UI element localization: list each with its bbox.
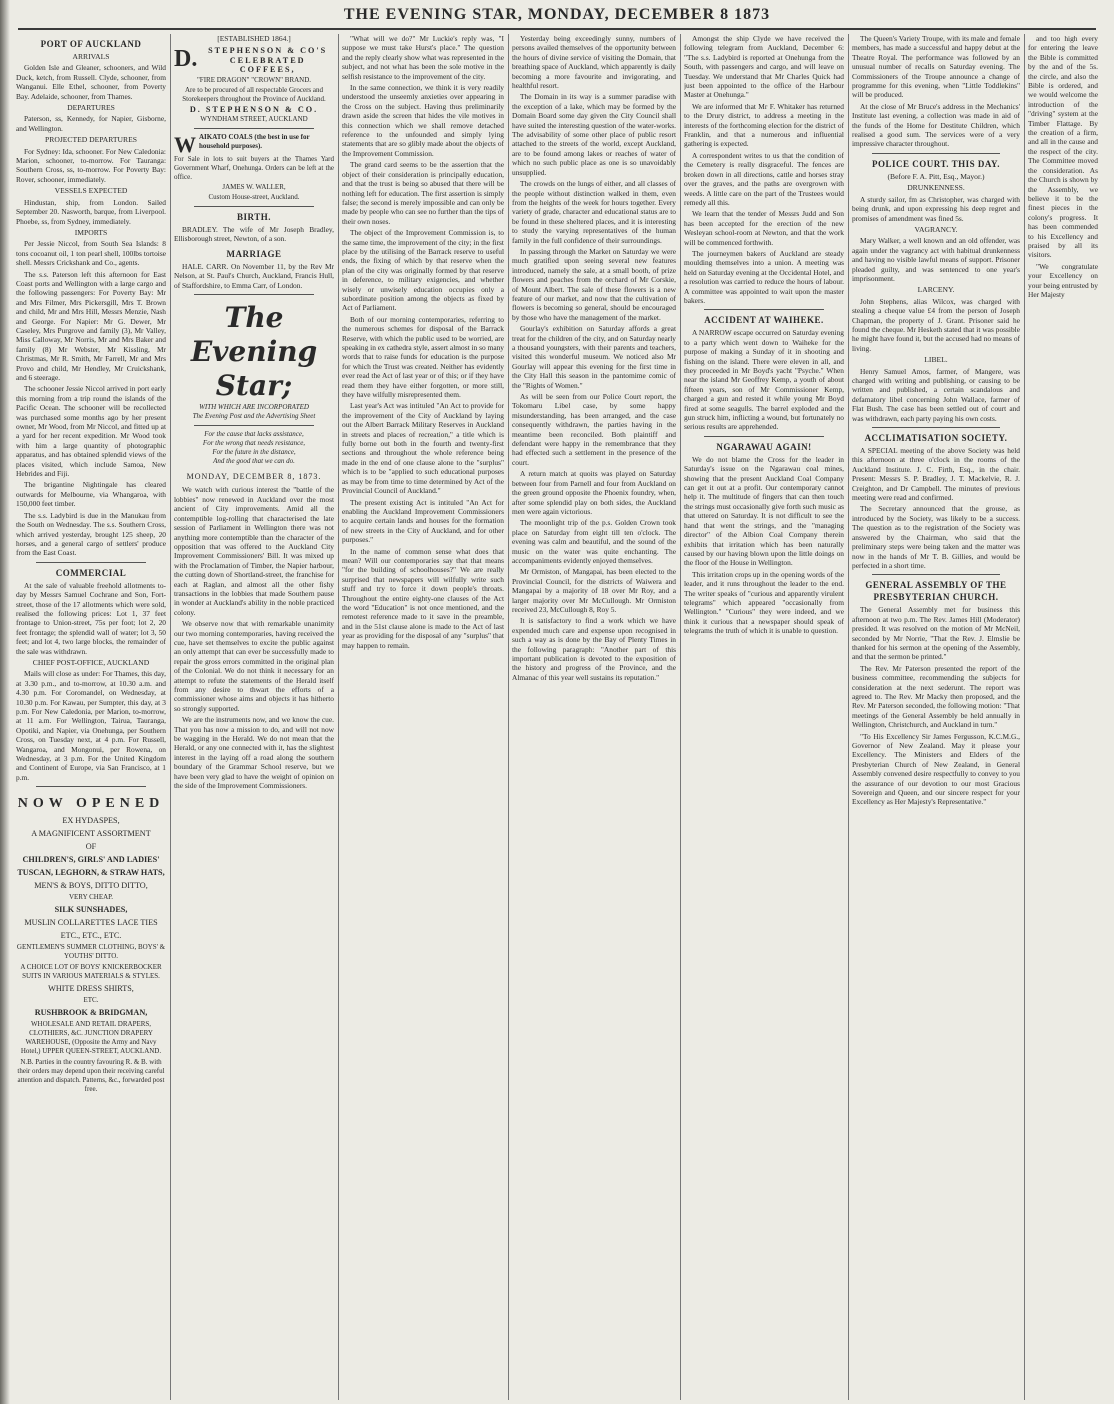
coal-heading: AIKATO COALS (the best in use for household purposes).	[199, 133, 310, 151]
section-rule	[872, 574, 1000, 575]
column-editorial-continued	[342, 34, 504, 1396]
coffee-address: WYNDHAM STREET, AUCKLAND	[200, 115, 308, 124]
accident-text: A NARROW escape occurred on Saturday evening to a party which went down to Waiheke for the purpose of making a Sunday of it in shooting and fishing on the island. There were eleven in all, and they proceeded in Mr Boyd's yacht "Psyche." When near the island Mr Geoffrey Kemp, a youth of about fifteen years, son of Mr Commissioner Kemp, charged a gun and rested it while young Mr Boyd fired at some seagulls. The barrel exploded and the gun struck him, inflicting a wound, but fortunately no serious results are apprehended.	[684, 328, 844, 432]
column-shipping	[16, 34, 166, 1396]
article-paragraph: The present existing Act is intituled "An Act for enabling the Auckland Improvement Commissioners to acquire certain lands and houses for the formation of new streets in the City of Auckland, and for other purposes."	[342, 497, 504, 545]
vagrancy-heading: VAGRANCY.	[914, 224, 958, 234]
court-text: A sturdy sailor, fm as Christopher, was charged with being drunk, and upon expressing his deep regret and promises of amendment was fined 5s.	[852, 194, 1020, 223]
news-paragraph: The crowds on the lungs of either, and all classes of the people without distinction walked in them, even from the heights of the week for hours together. Every variety of grade, character and educational status are to be found in these sheltered places, and it is interesting to study the varying representatives of the human family in the full confidence of their surroundings.	[512, 179, 676, 245]
section-rule	[194, 206, 314, 207]
marriage-notice: HALE. CARR. On November 11, by the Rev Mr Nelson, at St. Paul's Church, Auckland, Francis Hull, of Staffordshire, to Emma Carr, of London.	[174, 261, 334, 290]
news-paragraph: The moonlight trip of the p.s. Golden Crown took place on Saturday from eight till ten o'clock. The evening was calm and beautiful, and the sound of the music on the water was quite enchanting. The accompaniments evidently enjoyed themselves.	[512, 518, 676, 565]
ad-line: GENTLEMEN'S SUMMER CLOTHING, BOYS' & YOUTHS' DITTO.	[16, 943, 166, 961]
column-rule	[1024, 34, 1025, 1400]
column-rule	[338, 34, 339, 1400]
court-text: Henry Samuel Amos, farmer, of Mangere, was charged with writing and publishing, or causing to be written and published, a certain scandalous and defamatory libel concerning John Wallace, farmer of Flat Bush. The case has been settled out of court and was withdrawn, each party paying his own costs.	[852, 366, 1020, 423]
newspaper-nameplate: The Evening Star;	[190, 301, 318, 403]
news-paragraph: Amongst the ship Clyde we have received the following telegram from Auckland, December 6: "The s.s. Ladybird is reported at Onehunga from the South, with passengers and cargo, and will leave on Tuesday. We understand that Mr Charles Quick had just been appointed to the office of the Harbour Master at Onehunga."	[684, 34, 844, 100]
editorial-paragraph: We watch with curious interest the "battle of the lobbies" now renewed in Auckland over the most ancient of City improvements. Amid all the contemptible log-rolling that characterised the late session of Parliament in Wellington there was not anything more contemptible than the character of the opposition that was offered to the Auckland City Improvement Commissioners' Bill. It was mixed up with the Proclamation of Timber, the Napier harbour, the cutting down of Shortland-street, the franchise for each at Raglan, and almost all the other fishy transactions in the lobbies that made Southern pause in wonder at Auckland's ability in the noble practiced colony.	[174, 485, 334, 617]
coffee-advertisement	[174, 46, 334, 124]
column-rule	[170, 34, 171, 1400]
section-rule	[36, 562, 146, 563]
news-paragraph: In passing through the Market on Saturday we were much gratified upon seeing several new features introduced, namely the sale, at a small booth, of prize flowers and peaches from the orchard of Mr Corskie, of Mount Albert. The sale of these flowers is a new feature of our market, and now that the cultivation of flowers is becoming so general, should be encouraged by those who have the management of the market.	[512, 246, 676, 322]
editorial-paragraph: We are the instruments now, and we know the cue. That you has now a mission to do, and will not now be wagging in the Herald. We do not mean that the Herald, or any one connected with it, has the slightest interest in the laying off a road along the southern boundary of the Grammar School reserve, but we have been very glad to have the weight of opinion on the side of the Improvement Commissioners.	[174, 715, 334, 791]
nameplate-subtitle: The Evening Post and the Advertising Sheet	[192, 412, 316, 421]
column-rule	[848, 34, 849, 1400]
ad-line: ETC.	[83, 996, 99, 1005]
news-paragraph: We are informed that Mr F. Whitaker has returned to the Drury district, to address a meeting in the interests of the forthcoming election for the district of Franklin, and that a numerous and influential gathering is expected.	[684, 101, 844, 149]
article-paragraph: In the same connection, we think it is very readily understood the unseemly anxieties over appearing in the Cross on the subject. Having thus preliminarily drawn aside the screen that hides the vile motives in this connection which we shall remove detached reference to the unfounded and simply lying statements that are so glibly made about the objects of the Improvement Commission.	[342, 83, 504, 158]
departures-heading: DEPARTURES	[67, 103, 115, 113]
section-rule	[704, 309, 824, 310]
vessels-heading: VESSELS EXPECTED	[54, 186, 128, 196]
ad-line: CHILDREN'S, GIRLS' AND LADIES'	[22, 855, 160, 865]
police-court-subheading: (Before F. A. Pitt, Esq., Mayor.)	[887, 171, 985, 181]
editorial-dateline: MONDAY, DECEMBER 8, 1873.	[186, 472, 322, 482]
coffee-firm: D. STEPHENSON & CO.	[189, 104, 319, 114]
assembly-heading: GENERAL ASSEMBLY OF THE PRESBYTERIAN CHURCH.	[865, 580, 1007, 603]
ad-line: WHITE DRESS SHIRTS,	[48, 984, 134, 994]
ngarawau-heading: NGARAWAU AGAIN!	[716, 441, 812, 452]
news-paragraph: A correspondent writes to us that the condition of the Cemetery is really disgraceful. The fences are broken down in all directions, cattle and horses stray over the graves, and the paths are overgrown with weeds. A little care on the part of the Trustees would remedy all this.	[684, 150, 844, 207]
shipping-paragraph: The s.s. Paterson left this afternoon for East Coast ports and Wellington with a large cargo and the following passengers: For Poverty Bay: Mr and Mrs Filmer, Mrs Pickersgill, Mrs T. Brown and child, Mr and Mrs Hill, Messrs Menzie, Nash and George. For Napier: Mr G. Dewer, Mr Caseley, Mrs Purgrove and family (3), Mr Valley, Miss Calloway, Mr Norris, Mr and Mrs Baker and family (8) Mr Webster, Mr Kissling, Mr Christmas, Mr R. Smith, Mr Farrell, Mr and Mrs Provo and child, Mr Hendley, Mr Cruickshank, and 6 steerage.	[16, 269, 166, 382]
libel-heading: LIBEL.	[924, 355, 948, 365]
ad-line: MEN'S & BOYS, DITTO DITTO,	[34, 881, 148, 891]
news-paragraph: The Queen's Variety Troupe, with its male and female members, has made a successful and happy debut at the Theatre Royal. The performance was followed by an unusual number of recalls on Saturday evening. The Commissioners of the Troupe announce a change of programme for this evening, when "Little Toddlekins" will be produced.	[852, 34, 1020, 100]
coffee-note: Are to be procured of all respectable Grocers and Storekeepers throughout the Province of Auckland.	[182, 85, 326, 103]
departures-text: Paterson, ss, Kennedy, for Napier, Gisborne, and Wellington.	[16, 114, 166, 133]
drunkenness-heading: DRUNKENNESS.	[907, 183, 965, 193]
section-rule	[194, 425, 314, 426]
ad-line: N.B. Parties in the country favouring R. & B. with their orders may depend upon their receiving careful attention and dispatch. Patterns, &c., forwarded post free.	[17, 1058, 165, 1094]
drapery-advertisement	[16, 795, 166, 1094]
masthead-rule	[18, 28, 1096, 30]
ad-line: TUSCAN, LEGHORN, & STRAW HATS,	[17, 868, 165, 878]
news-paragraph: Mr Ormiston, of Mangapai, has been elected to the Provincial Council, for the districts of Waiwera and Mangapai by a majority of 18 over Mr Roy, and a larger majority over Mr McCullough. Mr Ormiston received 23, McCullough 8, Roy 5.	[512, 567, 676, 614]
motto-line: And the good that we can do.	[213, 457, 295, 466]
nameplate-subtitle: WITH WHICH ARE INCORPORATED	[199, 403, 309, 412]
column-rule	[680, 34, 681, 1400]
shipping-paragraph: The brigantine Nightingale has cleared outwards for Melbourne, via Whangaroa, with 150,000 feet timber.	[16, 480, 166, 509]
accident-heading: ACCIDENT AT WAIHEKE.	[704, 315, 824, 326]
court-text: Mary Walker, a well known and an old offender, was again under the vagrancy act with habitual drunkenness and having no visible lawful means of support. Prisoner pleaded guilty, and was sentenced to one year's imprisonment.	[852, 236, 1020, 283]
coal-advertisement	[174, 133, 334, 202]
column-local-news	[512, 34, 676, 1396]
news-paragraph: Gourlay's exhibition on Saturday affords a great treat for the children of the city, and on Saturday nearly a thousand youngsters, with their parents and teachers, visited this wonderful museum. We noticed also Mr Gourlay will appear this evening for the first time in the City Hall this season in the pantomime comic of the "Rights of Women."	[512, 324, 676, 390]
section-rule	[36, 786, 146, 787]
commercial-text: At the sale of valuable freehold allotments to-day by Messrs Samuel Cochrane and Son, Fort-street, those of the 17 allotments which were sold, realised the following prices: Lot 1, 37 feet frontage to Union-street, 75s per foot; lot 2, 20 feet frontage; the splendid wall of water; lot 3, 50 feet; and lot 4, two large blocks, the remainder of the sale was withdrawn.	[16, 580, 166, 656]
birth-heading: BIRTH.	[237, 212, 271, 223]
vessels-text: Hindustan, ship, from London. Sailed September 20. Nasworth, barque, from Liverpool. Phoebe, ss, from Sydney, immediately.	[16, 197, 166, 226]
assembly-text: The General Assembly met for business this afternoon at two p.m. The Rev. James Hill (Moderator) presided. It was resolved on the motion of Mr McNeil, seconded by Mr Norrie, "That the Rev. J. Elmslie be thanked for his sermon at the opening of the Assembly, and that the sermon be printed."	[852, 605, 1020, 662]
acclimatisation-heading: ACCLIMATISATION SOCIETY.	[864, 433, 1008, 444]
imports-heading: IMPORTS	[74, 227, 108, 237]
motto-line: For the cause that lacks assistance,	[204, 430, 304, 439]
ad-line: EX HYDASPES,	[62, 816, 120, 826]
society-text: The Secretary announced that the grouse, as introduced by the Society, was likely to be a success. The question as to the registration of the Society was answered by the Chairman, who said that the preliminary steps were being taken and the matter was now in the hands of Mr T. B. Gillies, and would be perfected in a short time.	[852, 504, 1020, 570]
established-line: [ESTABLISHED 1864.]	[217, 34, 291, 43]
section-rule	[194, 128, 314, 129]
drop-cap: W	[174, 132, 196, 158]
projected-heading: PROJECTED DEPARTURES	[45, 135, 137, 145]
shipping-paragraph: The schooner Jessie Niccol arrived in port early this morning from a trip round the islands of the Pacific Ocean. The schooner will be recollected was purchased some months ago by her present owner, Mr Wood, from Mr Niccol, and fitted up at a yard for her recent expedition. Mr Wood took with him a large quantity of photographic apparatus, and has obtained splendid views of the places visited, which include Samoa, New Hebrides and Fiji.	[16, 384, 166, 479]
news-paragraph: At the close of Mr Bruce's address in the Mechanics' Institute last evening, a collection was made in aid of the funds of the Home for Destitute Children, which realised a good sum. The services were of a very impressive character throughout.	[852, 101, 1020, 149]
court-text: John Stephens, alias Wilcox, was charged with stealing a cheque value £4 from the person of Joseph Chapman, the property of J. Grant. Prisoner said he found the cheque. Mr Hesketh stated that it was possible he might have found it, but the accused had no means of living.	[852, 296, 1020, 353]
ad-line: ETC., ETC., ETC.	[60, 931, 122, 941]
post-office-text: Mails will close as under: For Thames, this day, at 3.30 p.m., and to-morrow, at 10.30 a.m. and 4.30 p.m. For Coromandel, on Wednesday, at 10.30 p.m. For Kawau, per Sumpter, this day, at 3 p.m. For New Caledonia, per Marion, to-morrow, at 11 a.m. For Wellington, Tairua, Tauranga, Opotiki, and Napier, via Onehunga, per Southern Cross, on Tuesday next, at 4 p.m. For Russell, Wangaroa, and Mongonui, per Rowena, on Wednesday, at 3 p.m. For the United Kingdom and Continent of Europe, via San Francisco, at 1 p.m.	[16, 669, 166, 782]
news-paragraph: We learn that the tender of Messrs Judd and Son has been accepted for the erection of the new Wesleyan school-room at Newton, and that the work will be commenced forthwith.	[684, 209, 844, 247]
birth-notice: BRADLEY. The wife of Mr Joseph Bradley, Ellisborough street, Newton, of a son.	[174, 225, 334, 244]
shipping-paragraph: The s.s. Ladybird is due in the Manukau from the South on Wednesday. The s.s. Southern Cross, which arrived yesterday, brought 125 sheep, 20 horses, and a general cargo of settlers' produce from the East Coast.	[16, 510, 166, 558]
assembly-text: The Rev. Mr Paterson presented the report of the business committee, recommending the subjects for consideration at the next sederunt. The report was agreed to. The Rev. Mr Macky then proposed, and the Rev. Mr Paterson seconded, the following motion: "That meetings of the General Assembly be held annually in Wellington, Christchurch, and Auckland in turn."	[852, 663, 1020, 730]
article-paragraph: "What will we do?" Mr Luckie's reply was, "I suppose we must take Hurst's place." The question and the reply clearly show what was represented in the subject, and not what has been the sole motive in the selfish resistance to the improvement of the city.	[342, 34, 504, 81]
motto-line: For the future in the distance,	[212, 448, 296, 457]
arrivals-text: Golden Isle and Gleaner, schooners, and Wild Duck, ketch, from Russell. Clyde, schooner, from Wanganui. Elle Ethel, schooner, from Poverty Bay. Adelaide, schooner, from Thames.	[16, 63, 166, 101]
section-rule	[872, 427, 1000, 428]
editorial-paragraph: We observe now that with remarkable unanimity our two morning contemporaries, having received the cue, have set themselves to excite the public against an only attempt that can ever be successfully made to repair the gross errors committed in the original plan of the Colonial. We do not think it necessary for an attempt to refute the statements of the Herald itself from any desire to thwart the efforts of a commissioner whose aims and objects it has hitherto so strongly supported.	[174, 619, 334, 713]
ad-heading: NOW OPENED	[17, 796, 165, 812]
page-masthead: THE EVENING STAR, MONDAY, DECEMBER 8 1873	[343, 6, 771, 23]
article-paragraph: Last year's Act was intituled "An Act to provide for the improvement of the City of Auckland by laying out the Albert Barrack Military Reserves in Auckland in streets and places of recreation," a title which is fully borne out both in the fourth and twenty-first sections and throughout the whole reference being made in the end of one clause alone to the "surplus" which is to be "applied to such educational purposes as may be from time to time determined by Act of the Provincial Council of Auckland."	[342, 401, 504, 496]
coal-signature: JAMES W. WALLER,	[222, 183, 286, 192]
ngarawau-text: This irritation crops up in the opening words of the leader, and it runs throughout the leader to the end. The writer speaks of "curious and apparently virulent telegrams" which appeared "occasionally from Wellington." "Curious" they were indeed, and we think it curious that a newspaper should speak of telegrams the truth of which it is unable to question.	[684, 569, 844, 636]
column-news-continued	[684, 34, 844, 1396]
larceny-heading: LARCENY.	[917, 285, 955, 295]
page-edge-shadow	[0, 0, 10, 1404]
coal-signature-address: Custom House-street, Auckland.	[208, 193, 300, 202]
ad-line: A MAGNIFICENT ASSORTMENT	[31, 829, 151, 839]
post-office-heading: CHIEF POST-OFFICE, AUCKLAND	[32, 657, 150, 667]
ad-line: SILK SUNSHADES,	[54, 905, 128, 915]
police-court-heading: POLICE COURT. THIS DAY.	[872, 158, 1000, 169]
coffee-brands: "FIRE DRAGON" "CROWN" BRAND.	[196, 75, 312, 84]
article-paragraph: Both of our morning contemporaries, referring to the numerous schemes for disposal of the Barrack Reserve, with which the public used to be worried, are speaking in ex cathedra style, assert almost in so many words that to raise funds for education is the purpose for which the Trust was created. Neither has evidently ever read the Act of last year or of this; or if they have read them they have either forgotten, or more still, they have wilfully misrepresented them.	[342, 314, 504, 400]
article-paragraph: The object of the Improvement Commission is, to the same time, the improvement of the city; in the first place by the utilising of the Barrack reserve to useful ends, the fixing of which by that reserve when the plan of the city was originally formed by that reserve in deference, to military exigencies, and whether wisely or unwisely education occupies only a subordinate position among the objects as fixed by Act of Parliament.	[342, 228, 504, 313]
coal-body: For Sale in lots to suit buyers at the Thames Yard Government Wharf, Onehunga. Orders can be left at the office.	[174, 155, 334, 182]
arrivals-heading: ARRIVALS	[72, 52, 110, 61]
section-rule	[704, 436, 824, 437]
section-rule	[194, 294, 314, 295]
society-text: A SPECIAL meeting of the above Society was held this afternoon at three o'clock in the rooms of the Auckland Institute. J. C. Firth, Esq., in the chair. Present: Messrs S. P. Bradley, J. T. Mackelvie, R. J. Creighton, and Dr Campbell. The minutes of previous meeting were read and confirmed.	[852, 446, 1020, 503]
column-edge	[1028, 34, 1098, 1396]
imports-text: Per Jessie Niccol, from South Sea Islands: 8 tons cocoanut oil, 1 ton pearl shell, 100lbs tortoise shell. Messrs Crickshank and Co., agents.	[16, 239, 166, 268]
ad-line: MUSLIN COLLARETTES LACE TIES	[24, 918, 158, 928]
news-paragraph: As will be seen from our Police Court report, the Tokomaru Libel case, by some happy misunderstanding, has been arranged, and the case consequently withdrawn, the parties having in the meantime been reconciled. Both plaintiff and defendant were happy in the remembrance that they had effected such a settlement in the presence of the court.	[512, 392, 676, 467]
marriage-heading: MARRIAGE	[226, 248, 282, 259]
ad-line: RUSHBROOK & BRIDGMAN,	[34, 1008, 148, 1018]
drop-cap: D.	[174, 46, 198, 73]
news-paragraph: Yesterday being exceedingly sunny, numbers of persons availed themselves of the opportunity between the hours of divine service of visiting the Domain, that breathing space of Auckland, which apparently is daily becoming a more favourite and invigorating, and healthful resort.	[512, 34, 676, 91]
ad-line: WHOLESALE AND RETAIL DRAPERS, CLOTHIERS, &C. JUNCTION DRAPERY WAREHOUSE, (Opposite the Army and Navy Hotel,) UPPER QUEEN-STREET, AUCKLAND.	[20, 1020, 162, 1056]
article-paragraph: In the name of common sense what does that mean? Will our contemporaries say that that means "for the building of schoolhouses?" We are really surprised that newspapers will wilfully write such stuff and try to force it down people's throats. Throughout the entire eighty-one clauses of the Act the word "Education" is not once mentioned, and the remotest reference made to it save in the preamble, and in the 51st clause alone is made to the Act of last year as providing for the disposal of any "surplus" that may happen to remain.	[342, 546, 504, 650]
ad-line: A CHOICE LOT OF BOYS' KNICKERBOCKER SUITS IN VARIOUS MATERIALS & STYLES.	[20, 963, 162, 981]
ngarawau-text: We do not blame the Cross for the leader in Saturday's issue on the Ngarawau coal mines, showing that the present Auckland Coal Company can get it out at a profit. Our contemporary cannot help it. The multitude of fingers that can then touch the strings must occasionally give forth such music as that uttered on Saturday. It is not difficult to see the hand that went the strings, and the "managing director" of the Albion Coal Company therein exhibits that irritation which has been naturally caused by our having blown upon the little doings on the floor of the House in Wellington.	[684, 454, 844, 568]
news-paragraph: The Domain in its way is a summer paradise with the exception of a lake, which may be formed by the Domain Board some day given the City Council shall have suited the interesting question of the water-works. The advisability of some other place of public resort attached to the streets of the world, except Auckland, are to be found among lakes or reaches of water of which no such public place as one is so unavoidably unsupplied.	[512, 92, 676, 177]
news-paragraph: The journeymen bakers of Auckland are steady moulding themselves into a union. A meeting was held on Saturday evening at the Occidental Hotel, and a resolution was carried to reduce the hours of labour. A committee was appointed to wait upon the master bakers.	[684, 248, 844, 305]
edge-paragraph: and too high every for entering the leave the Bible is committed by the and of the 5s. the circle, and also the Bible is ordered, and we would welcome the introduction of the "driving" system at the Timber Flattage. By the creation of a firm, and all in the cause and the respect of the city. The Committee moved the consideration. As the Church is shown by the Assembly, we believe it to be the finest pieces in the colony's progress. It has been commended to his Excellency and praised by all its visitors.	[1028, 34, 1098, 260]
projected-text: For Sydney: Ida, schooner. For New Caledonia: Marion, schooner, to-morrow. For Tauranga: Southern Cross, ss, to-morrow. For Poverty Bay: Rover, schooner, immediately.	[16, 146, 166, 184]
edge-paragraph: "We congratulate your Excellency on your being entrusted by Her Majesty	[1028, 261, 1098, 299]
article-paragraph: The grand card seems to be the assertion that the object of their consideration is principally education, and that the trust is being so abused that there will be nothing left for education. The first assertion is simply false; the second is merely impossible and can only be made by people who can see no further than the tips of their own noses.	[342, 160, 504, 226]
column-courts	[852, 34, 1020, 1396]
coffee-title: CELEBRATED COFFEES,	[229, 55, 306, 75]
coffee-brand: STEPHENSON & CO'S	[208, 46, 328, 56]
column-rule	[508, 34, 509, 1400]
news-paragraph: A return match at quoits was played on Saturday between four from Parnell and four from Auckland on the green ground opposite the Phoenix foundry, when, after some splendid play on both sides, the Auckland men were again victorious.	[512, 469, 676, 516]
commercial-heading: COMMERCIAL	[55, 567, 127, 578]
ad-line: VERY CHEAP.	[68, 893, 114, 902]
shipping-heading: PORT OF AUCKLAND	[40, 39, 142, 49]
news-paragraph: It is satisfactory to find a work which we have expended much care and expense upon recognised in such a way as is done by the Bay of Plenty Times in the following paragraph: "Another part of this important publication is devoted to the exposition of the history and progress of the Province, and the Almanac of this year well sustains its reputation."	[512, 616, 676, 682]
assembly-text: "To His Excellency Sir James Fergusson, K.C.M.G., Governor of New Zealand. May it please your Excellency. The Ministers and Elders of the Presbyterian Church of New Zealand, in General Assembly convened desire respectfully to convey to you the assurance of our devotion to our most Gracious Sovereign and Queen, and our sincere respect for your Excellency as Her Majesty's Representative."	[852, 731, 1020, 807]
motto-line: For the wrong that needs resistance,	[202, 439, 306, 448]
column-editorial	[174, 34, 334, 1396]
ad-line: OF	[85, 842, 97, 852]
section-rule	[872, 153, 1000, 154]
